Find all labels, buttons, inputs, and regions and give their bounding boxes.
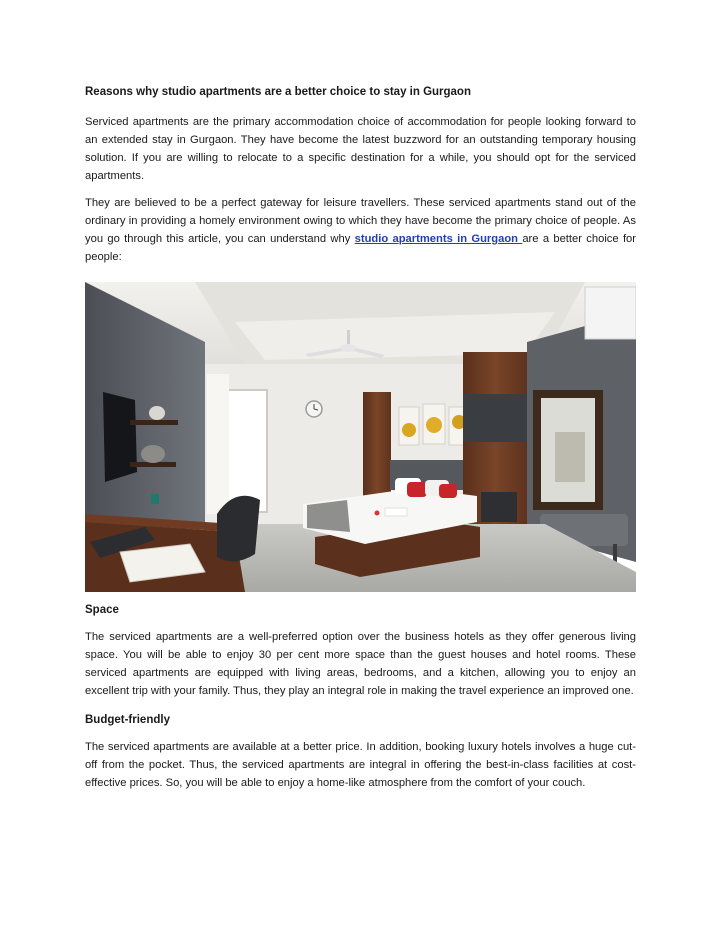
shelf-upper	[130, 420, 178, 425]
pillow-red-2	[439, 484, 457, 498]
shelf-vase	[149, 406, 165, 420]
teal-cup	[151, 494, 159, 504]
door-frame	[225, 390, 267, 512]
air-conditioner	[585, 287, 636, 339]
section-heading-space: Space	[85, 604, 119, 616]
wardrobe-dark-panel	[463, 394, 527, 442]
intro-paragraph-2	[85, 194, 636, 266]
section-body-budget: The serviced apartments are available at a better price. In addition, booking luxury hotels involves a huge cut-off from the pocket. Thus, the serviced apartments are integral in offering the best-in-class facilities at cost-effective prices. So, you will be able to enjoy a home-like atmosphere from the comfort of your couch.	[85, 741, 636, 789]
document-title: Reasons why studio apartments are a better choice to stay in Gurgaon	[85, 86, 471, 98]
intro-paragraph-1: Serviced apartments are the primary accommodation choice of accommodation for people looking forward to an extended stay in Gurgaon. They have become the latest buzzword for an outstanding temporary housing solution. If you are willing to relocate to a specific destination for a while, you should opt for the serviced apartments.	[85, 116, 636, 182]
pillow-red-1	[407, 482, 427, 497]
bedroom-photo	[85, 282, 636, 592]
throw-blanket	[307, 500, 350, 532]
tv	[103, 392, 137, 482]
section-body-space: The serviced apartments are a well-preferred option over the business hotels as they offer generous living space. You will be able to enjoy 30 per cent more space than the guest houses and hotel rooms. These serviced apartments are equipped with living areas, bedrooms, and a kitchen, allowing you to enjoy an excellent trip with your family. Thus, they play an integral role in making the travel experience an improved one.	[85, 631, 636, 697]
shelf-bowl	[141, 445, 165, 463]
intro-p2-after: are a better choice for people:	[85, 233, 637, 263]
door-panel	[207, 374, 229, 514]
wardrobe-niche	[481, 492, 517, 522]
document-body	[85, 84, 636, 801]
intro-p2-before: They are believed to be a perfect gateway for leisure travellers. These serviced apartments stand out of the ordinary in providing a homely environment owing to which they have become the primary choice of people. As you go through this article, you can understand why	[85, 197, 636, 245]
studio-apartments-link[interactable]: studio apartments in Gurgaon	[354, 233, 523, 245]
section-heading-budget: Budget-friendly	[85, 714, 170, 726]
